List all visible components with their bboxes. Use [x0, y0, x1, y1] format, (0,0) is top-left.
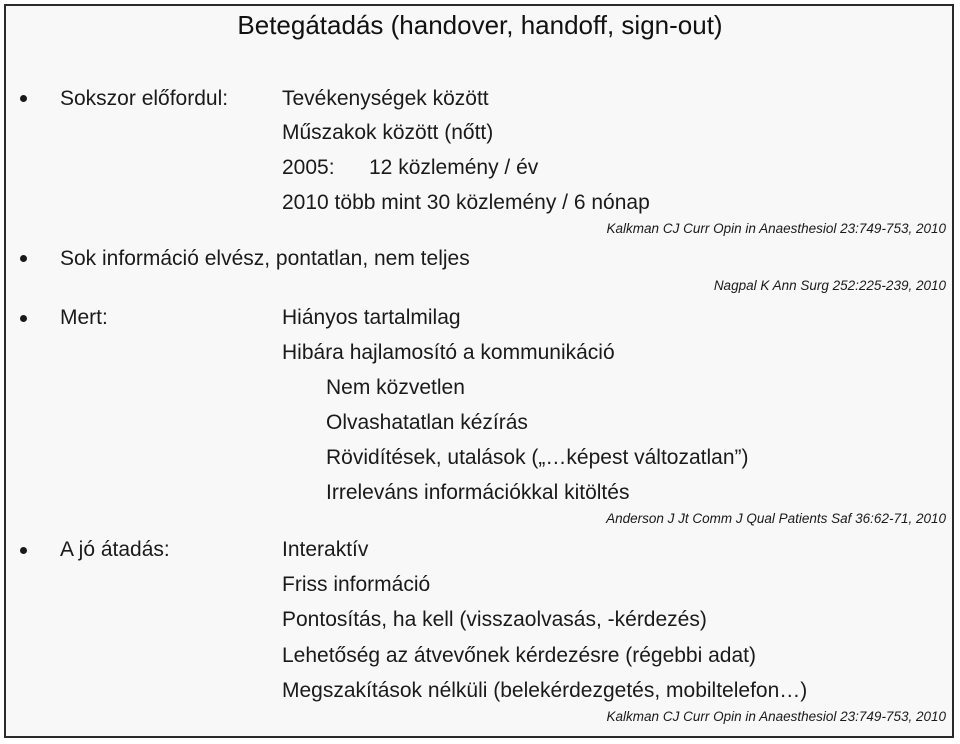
bullet-4 — [20, 547, 27, 554]
reference-4: Kalkman CJ Curr Opin in Anaesthesiol 23:749-753, 2010 — [606, 709, 946, 724]
bullet-2 — [20, 255, 27, 262]
section-4-line-4: Lehetőség az átvevőnek kérdezésre (régebbi adat) — [282, 644, 756, 667]
section-1-line-3-year: 2005: — [282, 156, 335, 179]
section-4-line-2: Friss információ — [282, 573, 431, 596]
reference-1: Kalkman CJ Curr Opin in Anaesthesiol 23:749-753, 2010 — [606, 221, 946, 236]
section-3-subline-2: Olvashatatlan kézírás — [326, 411, 528, 434]
section-1-line-2: Műszakok között (nőtt) — [282, 121, 494, 144]
section-4-label: A jó átadás: — [60, 538, 170, 561]
section-1-line-4: 2010 több mint 30 közlemény / 6 nónap — [282, 191, 650, 214]
section-1-line-1: Tevékenységek között — [282, 87, 489, 110]
section-1-line-3-value: 12 közlemény / év — [369, 156, 539, 179]
section-3-line-1: Hiányos tartalmilag — [282, 306, 461, 329]
reference-3: Anderson J Jt Comm J Qual Patients Saf 36:62-71, 2010 — [606, 511, 946, 526]
section-3-subline-4: Irreleváns információkkal kitöltés — [326, 481, 630, 504]
section-3-subline-1: Nem közvetlen — [326, 376, 465, 399]
section-3-line-2: Hibára hajlamosító a kommunikáció — [282, 341, 615, 364]
section-2-label: Sok információ elvész, pontatlan, nem teljes — [60, 247, 470, 270]
slide-title: Betegátadás (handover, handoff, sign-out) — [237, 10, 723, 40]
reference-2: Nagpal K Ann Surg 252:225-239, 2010 — [713, 278, 946, 293]
bullet-3 — [20, 315, 27, 322]
section-3-subline-3: Rövidítések, utalások („…képest változatlan”) — [326, 446, 749, 469]
section-3-label: Mert: — [60, 306, 108, 329]
section-4-line-5: Megszakítások nélküli (belekérdezgetés, mobiltelefon…) — [282, 679, 808, 702]
section-4-line-3: Pontosítás, ha kell (visszaolvasás, -kérdezés) — [282, 608, 707, 631]
bullet-1 — [20, 95, 27, 102]
section-4-line-1: Interaktív — [282, 538, 369, 561]
section-1-label: Sokszor előfordul: — [60, 87, 229, 110]
